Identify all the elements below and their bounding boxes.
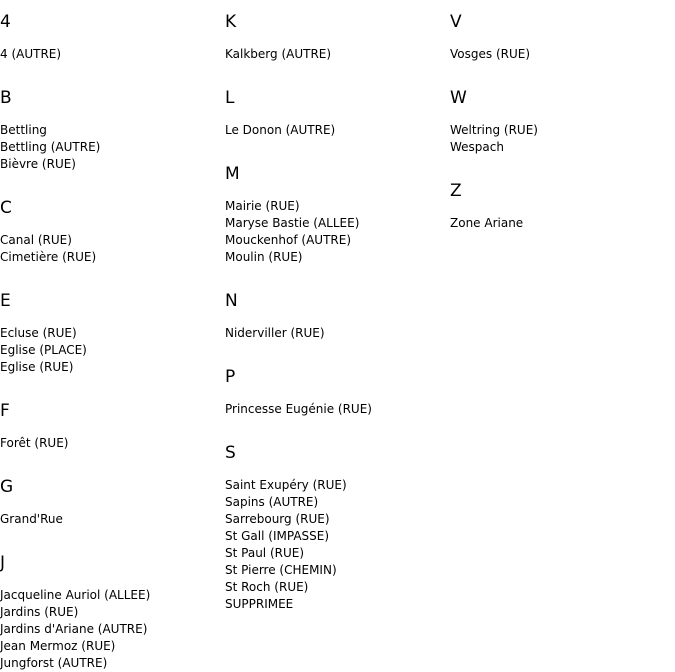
street-link[interactable]: Eglise (PLACE)	[0, 343, 87, 357]
letter-heading: Z	[450, 181, 462, 201]
street-list	[450, 215, 675, 232]
letter-heading: P	[225, 367, 236, 387]
street-list	[450, 46, 675, 63]
street-link[interactable]: Kalkberg (AUTRE)	[225, 47, 332, 61]
letter-group	[0, 88, 225, 173]
index-column-1	[0, 0, 225, 672]
street-list	[0, 325, 225, 376]
index-column-2	[225, 0, 450, 613]
street-link[interactable]: St Roch (RUE)	[225, 580, 309, 594]
letter-group	[225, 164, 450, 266]
street-link[interactable]: Weltring (RUE)	[450, 123, 538, 137]
street-list	[225, 198, 450, 266]
letter-group	[0, 477, 225, 528]
letter-heading: V	[450, 12, 462, 32]
street-link[interactable]: Mouckenhof (AUTRE)	[225, 233, 351, 247]
index-column-3	[450, 0, 675, 232]
street-link[interactable]: Wespach	[450, 140, 504, 154]
letter-heading: E	[0, 291, 11, 311]
letter-group	[0, 291, 225, 376]
street-link[interactable]: Sarrebourg (RUE)	[225, 512, 330, 526]
street-link[interactable]: Zone Ariane	[450, 216, 524, 230]
letter-heading: M	[225, 164, 240, 184]
street-link[interactable]: Canal (RUE)	[0, 233, 72, 247]
street-link[interactable]: Princesse Eugénie (RUE)	[225, 402, 372, 416]
street-list	[0, 435, 225, 452]
street-link[interactable]: Saint Exupéry (RUE)	[225, 478, 347, 492]
letter-group	[225, 443, 450, 613]
letter-heading: N	[225, 291, 238, 311]
street-link[interactable]: Le Donon (AUTRE)	[225, 123, 336, 137]
letter-heading: C	[0, 198, 12, 218]
letter-heading: W	[450, 88, 467, 108]
letter-group	[450, 12, 675, 63]
street-link[interactable]: 4 (AUTRE)	[0, 47, 62, 61]
letter-group	[225, 291, 450, 342]
street-link[interactable]: St Paul (RUE)	[225, 546, 305, 560]
street-link[interactable]: Eglise (RUE)	[0, 360, 74, 374]
street-link[interactable]: SUPPRIMEE	[225, 597, 294, 611]
street-list	[0, 46, 225, 63]
street-list	[0, 511, 225, 528]
street-link[interactable]: Jean Mermoz (RUE)	[0, 639, 116, 653]
letter-heading: G	[0, 477, 14, 497]
street-link[interactable]: Bettling	[0, 123, 47, 137]
street-link[interactable]: St Gall (IMPASSE)	[225, 529, 330, 543]
street-link[interactable]: Maryse Bastie (ALLEE)	[225, 216, 360, 230]
letter-group	[225, 12, 450, 63]
street-list	[450, 122, 675, 156]
street-link[interactable]: Jardins (RUE)	[0, 605, 79, 619]
street-link[interactable]: Cimetière (RUE)	[0, 250, 97, 264]
letter-group	[0, 553, 225, 672]
street-link[interactable]: Vosges (RUE)	[450, 47, 531, 61]
street-link[interactable]: Sapins (AUTRE)	[225, 495, 319, 509]
letter-heading: K	[225, 12, 237, 32]
letter-heading: S	[225, 443, 236, 463]
street-list	[225, 401, 450, 418]
street-link[interactable]: St Pierre (CHEMIN)	[225, 563, 337, 577]
street-list	[0, 587, 225, 672]
letter-group	[0, 401, 225, 452]
street-link[interactable]: Mairie (RUE)	[225, 199, 300, 213]
letter-heading: 4	[0, 12, 11, 32]
street-list	[225, 477, 450, 613]
letter-heading: L	[225, 88, 235, 108]
street-link[interactable]: Forêt (RUE)	[0, 436, 69, 450]
street-link[interactable]: Moulin (RUE)	[225, 250, 303, 264]
street-list	[225, 325, 450, 342]
street-link[interactable]: Jacqueline Auriol (ALLEE)	[0, 588, 151, 602]
letter-group	[0, 12, 225, 63]
letter-group	[0, 198, 225, 266]
street-link[interactable]: Jungforst (AUTRE)	[0, 656, 108, 670]
letter-heading: F	[0, 401, 10, 421]
street-link[interactable]: Bièvre (RUE)	[0, 157, 76, 171]
street-link[interactable]: Bettling (AUTRE)	[0, 140, 101, 154]
street-link[interactable]: Niderviller (RUE)	[225, 326, 325, 340]
street-list	[225, 122, 450, 139]
street-link[interactable]: Ecluse (RUE)	[0, 326, 77, 340]
street-list	[0, 232, 225, 266]
letter-heading: J	[0, 553, 6, 573]
letter-group	[450, 181, 675, 232]
letter-group	[450, 88, 675, 156]
letter-group	[225, 88, 450, 139]
street-list	[225, 46, 450, 63]
street-list	[0, 122, 225, 173]
letter-heading: B	[0, 88, 12, 108]
street-link[interactable]: Grand'Rue	[0, 512, 63, 526]
letter-group	[225, 367, 450, 418]
street-link[interactable]: Jardins d'Ariane (AUTRE)	[0, 622, 148, 636]
